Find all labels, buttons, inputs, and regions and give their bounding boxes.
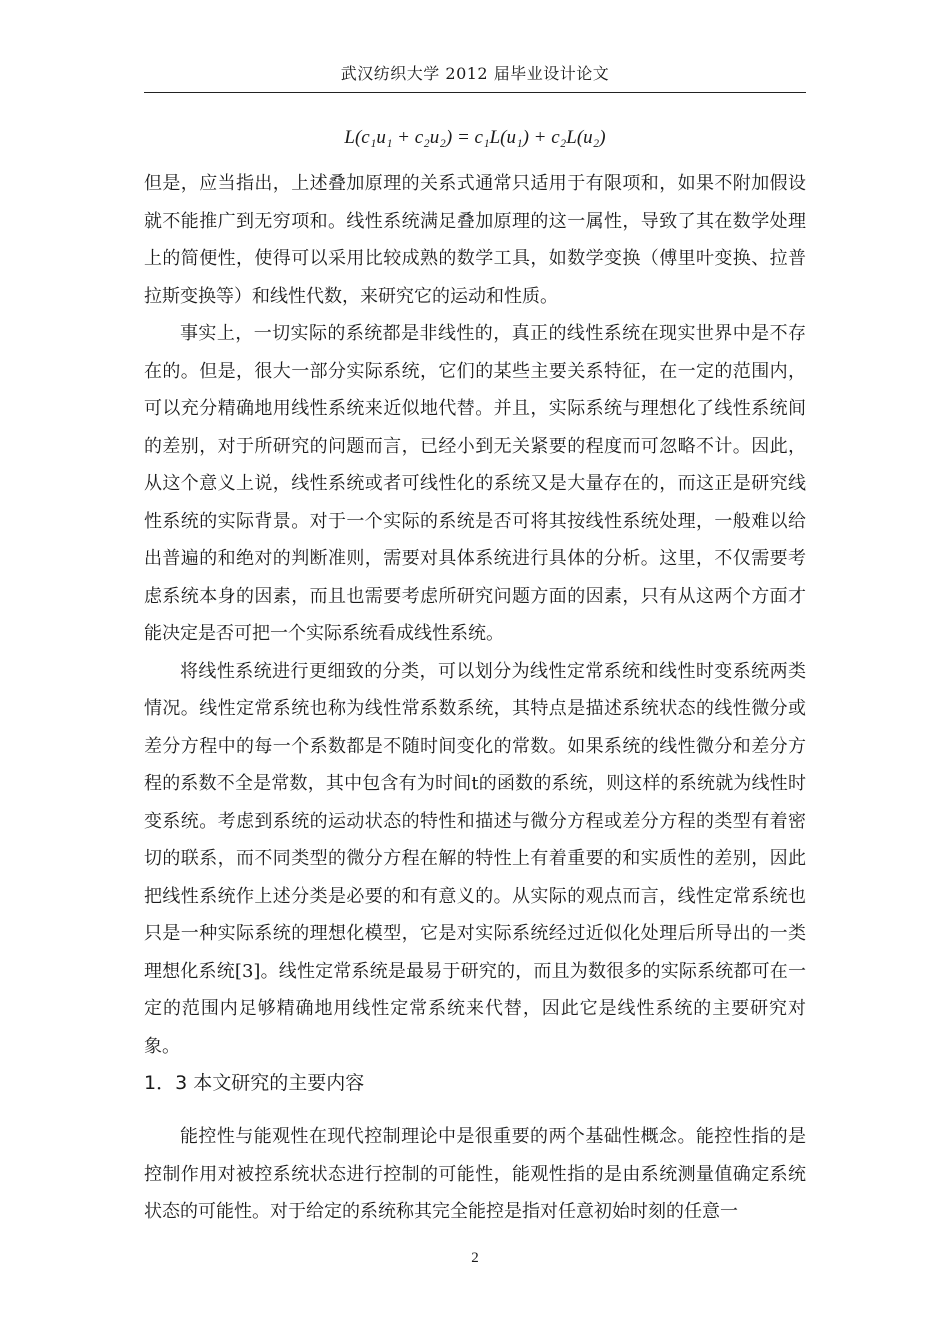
section-body-text [144, 1118, 806, 1231]
header-rule [144, 92, 806, 93]
paragraph: 事实上，一切实际的系统都是非线性的，真正的线性系统在现实世界中是不存在的。但是，很大一部分实际系统，它们的某些主要关系特征，在一定的范围内，可以充分精确地用线性系统来近似地代替。并且，实际系统与理想化了线性系统间的差别，对于所研究的问题而言，已经小到无关紧要的程度而可忽略不计。因此，从这个意义上说，线性系统或者可线性化的系统又是大量存在的，而这正是研究线性系统的实际背景。对于一个实际的系统是否可将其按线性系统处理，一般难以给出普遍的和绝对的判断准则，需要对具体系统进行具体的分析。这里，不仅需要考虑系统本身的因素，而且也需要考虑所研究问题方面的因素，只有从这两个方面才能决定是否可把一个实际系统看成线性系统。 [144, 323, 806, 644]
page-number: 2 [471, 1250, 479, 1266]
superposition-formula: L(c₁u₁ + c₂u₂) = c₁L(u₁) + c₂L(u₂) [344, 127, 606, 148]
body-text [144, 165, 806, 1065]
section-heading: 1．3 本文研究的主要内容 [144, 1072, 365, 1094]
paragraph: 将线性系统进行更细致的分类，可以划分为线性定常系统和线性时变系统两类情况。线性定常系统也称为线性常系数系统，其特点是描述系统状态的线性微分或差分方程中的每一个系数都是不随时间变化的常数。如果系统的线性微分和差分方程的系数不全是常数，其中包含有为时间t的函数的系统，则这样的系统就为线性时变系统。考虑到系统的运动状态的特性和描述与微分方程或差分方程的类型有着密切的联系，而不同类型的微分方程在解的特性上有着重要的和实质性的差别，因此把线性系统作上述分类是必要的和有意义的。从实际的观点而言，线性定常系统也只是一种实际系统的理想化模型，它是对实际系统经过近似化处理后所导出的一类理想化系统[3]。线性定常系统是最易于研究的，而且为数很多的实际系统都可在一定的范围内足够精确地用线性定常系统来代替，因此它是线性系统的主要研究对象。 [144, 660, 806, 1057]
paragraph: 但是，应当指出，上述叠加原理的关系式通常只适用于有限项和，如果不附加假设就不能推广到无穷项和。线性系统满足叠加原理的这一属性，导致了其在数学处理上的简便性，使得可以采用比较成熟的数学工具，如数学变换（傅里叶变换、拉普拉斯变换等）和线性代数，来研究它的运动和性质。 [144, 173, 806, 307]
paragraph: 能控性与能观性在现代控制理论中是很重要的两个基础性概念。能控性指的是控制作用对被控系统状态进行控制的可能性，能观性指的是由系统测量值确定系统状态的可能性。对于给定的系统称其完全能控是指对任意初始时刻的任意一 [144, 1126, 806, 1222]
running-header: 武汉纺织大学 2012 届毕业设计论文 [340, 64, 610, 83]
